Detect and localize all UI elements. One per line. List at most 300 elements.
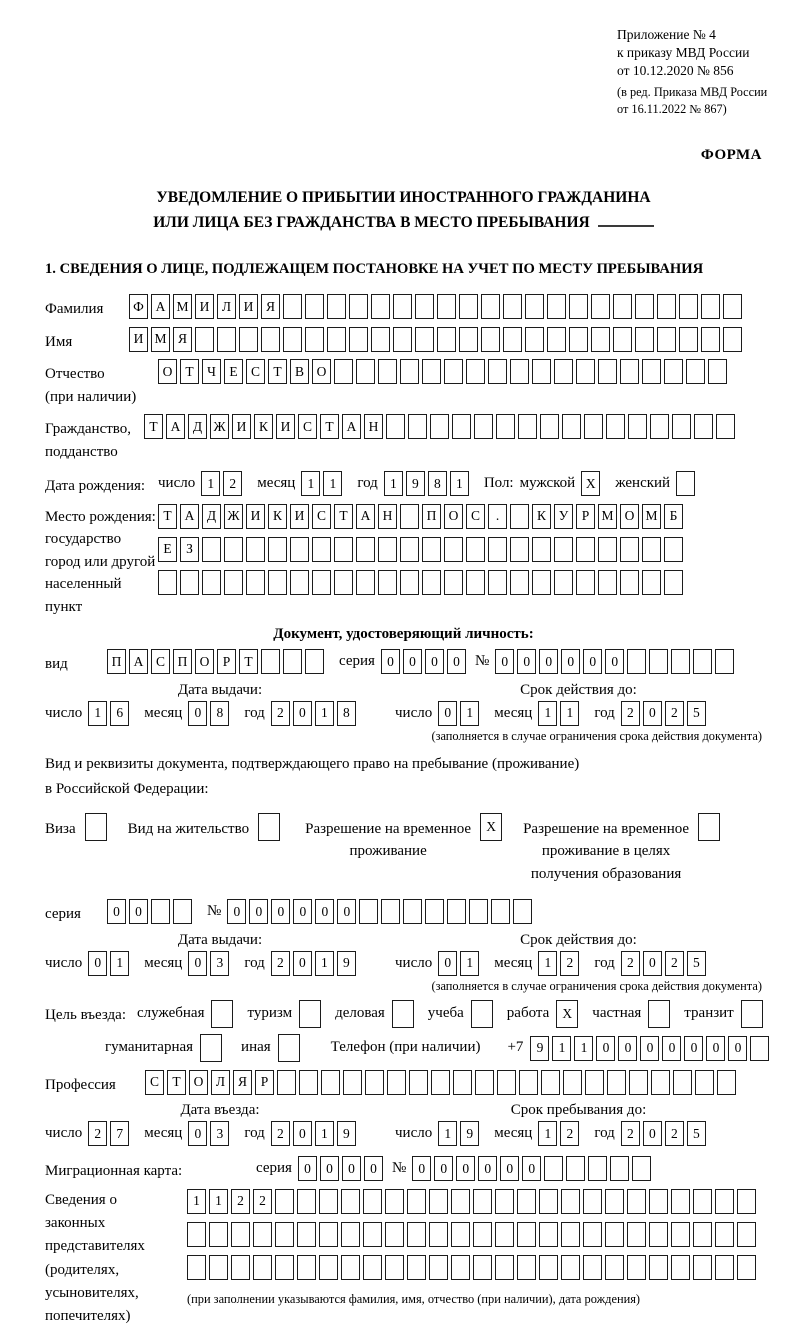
char-box[interactable] xyxy=(598,537,617,562)
char-box[interactable]: А xyxy=(342,414,361,439)
char-box[interactable]: 2 xyxy=(88,1121,107,1146)
char-box[interactable]: 2 xyxy=(665,1121,684,1146)
char-box[interactable] xyxy=(278,1034,300,1062)
char-box[interactable] xyxy=(371,327,390,352)
char-box[interactable] xyxy=(671,649,690,674)
char-box[interactable] xyxy=(606,414,625,439)
char-box[interactable] xyxy=(635,327,654,352)
char-box[interactable]: 2 xyxy=(271,951,290,976)
char-box[interactable]: А xyxy=(180,504,199,529)
char-box[interactable] xyxy=(444,537,463,562)
char-box[interactable]: Р xyxy=(255,1070,274,1095)
char-box[interactable] xyxy=(429,1255,448,1280)
char-box[interactable] xyxy=(583,1255,602,1280)
char-box[interactable]: 0 xyxy=(447,649,466,674)
char-box[interactable] xyxy=(327,294,346,319)
char-box[interactable] xyxy=(569,327,588,352)
char-box[interactable]: Т xyxy=(158,504,177,529)
char-box[interactable]: О xyxy=(312,359,331,384)
char-box[interactable]: Р xyxy=(217,649,236,674)
char-box[interactable] xyxy=(452,414,471,439)
char-box[interactable] xyxy=(422,359,441,384)
char-box[interactable] xyxy=(701,327,720,352)
char-box[interactable] xyxy=(409,1070,428,1095)
char-box[interactable]: 0 xyxy=(425,649,444,674)
char-box[interactable]: Л xyxy=(217,294,236,319)
char-box[interactable] xyxy=(651,1070,670,1095)
char-box[interactable]: 0 xyxy=(107,899,126,924)
char-box[interactable] xyxy=(547,294,566,319)
char-box[interactable]: 1 xyxy=(460,701,479,726)
char-box[interactable]: Т xyxy=(167,1070,186,1095)
char-box[interactable] xyxy=(620,537,639,562)
char-box[interactable]: 1 xyxy=(110,951,129,976)
char-box[interactable] xyxy=(576,570,595,595)
char-box[interactable] xyxy=(173,899,192,924)
char-box[interactable] xyxy=(321,1070,340,1095)
char-box[interactable]: Ж xyxy=(224,504,243,529)
char-box[interactable] xyxy=(562,414,581,439)
char-box[interactable]: 1 xyxy=(538,951,557,976)
char-box[interactable]: 2 xyxy=(253,1189,272,1214)
char-box[interactable]: Д xyxy=(202,504,221,529)
char-box[interactable]: З xyxy=(180,537,199,562)
char-box[interactable] xyxy=(349,327,368,352)
char-box[interactable] xyxy=(676,471,695,496)
char-box[interactable] xyxy=(657,327,676,352)
char-box[interactable]: А xyxy=(166,414,185,439)
char-box[interactable] xyxy=(466,359,485,384)
char-box[interactable] xyxy=(649,1255,668,1280)
char-box[interactable] xyxy=(513,899,532,924)
char-box[interactable] xyxy=(407,1189,426,1214)
char-box[interactable]: 2 xyxy=(560,951,579,976)
char-box[interactable]: Т xyxy=(334,504,353,529)
char-box[interactable]: С xyxy=(298,414,317,439)
char-box[interactable]: 0 xyxy=(412,1156,431,1181)
char-box[interactable]: М xyxy=(642,504,661,529)
char-box[interactable] xyxy=(209,1255,228,1280)
char-box[interactable] xyxy=(158,570,177,595)
char-box[interactable]: 0 xyxy=(438,951,457,976)
char-box[interactable] xyxy=(693,1222,712,1247)
char-box[interactable] xyxy=(629,1070,648,1095)
char-box[interactable] xyxy=(290,570,309,595)
char-box[interactable] xyxy=(407,1255,426,1280)
char-box[interactable]: Т xyxy=(239,649,258,674)
char-box[interactable] xyxy=(510,504,529,529)
char-box[interactable] xyxy=(299,1070,318,1095)
char-box[interactable]: И xyxy=(239,294,258,319)
char-box[interactable]: К xyxy=(254,414,273,439)
char-box[interactable] xyxy=(385,1222,404,1247)
char-box[interactable]: 0 xyxy=(643,1121,662,1146)
char-box[interactable] xyxy=(459,327,478,352)
char-box[interactable]: 0 xyxy=(561,649,580,674)
char-box[interactable]: Л xyxy=(211,1070,230,1095)
char-box[interactable] xyxy=(525,327,544,352)
char-box[interactable] xyxy=(334,570,353,595)
char-box[interactable]: 1 xyxy=(315,1121,334,1146)
char-box[interactable]: 0 xyxy=(129,899,148,924)
char-box[interactable]: 0 xyxy=(320,1156,339,1181)
char-box[interactable] xyxy=(547,327,566,352)
char-box[interactable]: Б xyxy=(664,504,683,529)
char-box[interactable] xyxy=(393,327,412,352)
char-box[interactable] xyxy=(591,294,610,319)
char-box[interactable]: П xyxy=(422,504,441,529)
char-box[interactable] xyxy=(588,1156,607,1181)
char-box[interactable] xyxy=(378,537,397,562)
char-box[interactable] xyxy=(275,1222,294,1247)
char-box[interactable] xyxy=(268,570,287,595)
char-box[interactable]: 2 xyxy=(560,1121,579,1146)
char-box[interactable]: 0 xyxy=(517,649,536,674)
char-box[interactable]: И xyxy=(232,414,251,439)
char-box[interactable] xyxy=(341,1255,360,1280)
char-box[interactable] xyxy=(716,414,735,439)
char-box[interactable] xyxy=(694,414,713,439)
char-box[interactable]: И xyxy=(246,504,265,529)
char-box[interactable] xyxy=(488,537,507,562)
char-box[interactable]: 9 xyxy=(337,1121,356,1146)
char-box[interactable]: X xyxy=(480,813,502,841)
char-box[interactable]: 1 xyxy=(574,1036,593,1061)
char-box[interactable]: 9 xyxy=(406,471,425,496)
char-box[interactable] xyxy=(737,1189,756,1214)
char-box[interactable]: С xyxy=(466,504,485,529)
char-box[interactable] xyxy=(387,1070,406,1095)
char-box[interactable] xyxy=(717,1070,736,1095)
char-box[interactable]: 0 xyxy=(643,951,662,976)
char-box[interactable]: 0 xyxy=(500,1156,519,1181)
char-box[interactable]: 8 xyxy=(210,701,229,726)
char-box[interactable]: Т xyxy=(320,414,339,439)
char-box[interactable] xyxy=(425,899,444,924)
char-box[interactable] xyxy=(365,1070,384,1095)
char-box[interactable]: 0 xyxy=(522,1156,541,1181)
char-box[interactable] xyxy=(283,327,302,352)
char-box[interactable]: К xyxy=(532,504,551,529)
char-box[interactable]: 0 xyxy=(188,951,207,976)
char-box[interactable] xyxy=(341,1189,360,1214)
char-box[interactable] xyxy=(85,813,107,841)
char-box[interactable] xyxy=(510,570,529,595)
char-box[interactable]: О xyxy=(189,1070,208,1095)
char-box[interactable]: 1 xyxy=(538,701,557,726)
char-box[interactable] xyxy=(583,1222,602,1247)
char-box[interactable]: 0 xyxy=(403,649,422,674)
char-box[interactable] xyxy=(532,537,551,562)
char-box[interactable] xyxy=(671,1255,690,1280)
char-box[interactable] xyxy=(495,1255,514,1280)
char-box[interactable] xyxy=(583,1189,602,1214)
char-box[interactable] xyxy=(517,1189,536,1214)
char-box[interactable] xyxy=(473,1255,492,1280)
char-box[interactable]: 0 xyxy=(596,1036,615,1061)
char-box[interactable] xyxy=(283,294,302,319)
char-box[interactable] xyxy=(431,1070,450,1095)
char-box[interactable] xyxy=(510,359,529,384)
char-box[interactable]: 1 xyxy=(438,1121,457,1146)
char-box[interactable] xyxy=(268,537,287,562)
char-box[interactable]: 2 xyxy=(621,951,640,976)
char-box[interactable]: Ф xyxy=(129,294,148,319)
char-box[interactable] xyxy=(672,414,691,439)
char-box[interactable] xyxy=(632,1156,651,1181)
char-box[interactable] xyxy=(297,1255,316,1280)
char-box[interactable] xyxy=(187,1255,206,1280)
char-box[interactable]: 0 xyxy=(478,1156,497,1181)
char-box[interactable] xyxy=(334,359,353,384)
char-box[interactable]: 0 xyxy=(88,951,107,976)
char-box[interactable] xyxy=(539,1189,558,1214)
char-box[interactable] xyxy=(510,537,529,562)
char-box[interactable] xyxy=(447,899,466,924)
char-box[interactable] xyxy=(356,537,375,562)
char-box[interactable] xyxy=(613,294,632,319)
char-box[interactable] xyxy=(620,570,639,595)
char-box[interactable] xyxy=(386,414,405,439)
char-box[interactable]: 0 xyxy=(640,1036,659,1061)
char-box[interactable] xyxy=(403,899,422,924)
char-box[interactable] xyxy=(392,1000,414,1028)
char-box[interactable] xyxy=(451,1189,470,1214)
char-box[interactable]: 0 xyxy=(293,701,312,726)
char-box[interactable] xyxy=(519,1070,538,1095)
char-box[interactable]: 1 xyxy=(552,1036,571,1061)
char-box[interactable] xyxy=(297,1222,316,1247)
char-box[interactable] xyxy=(253,1255,272,1280)
char-box[interactable]: Е xyxy=(158,537,177,562)
char-box[interactable]: 8 xyxy=(337,701,356,726)
char-box[interactable] xyxy=(561,1255,580,1280)
char-box[interactable] xyxy=(648,1000,670,1028)
char-box[interactable]: 0 xyxy=(188,701,207,726)
char-box[interactable] xyxy=(488,359,507,384)
char-box[interactable]: 1 xyxy=(460,951,479,976)
char-box[interactable]: М xyxy=(598,504,617,529)
char-box[interactable]: 0 xyxy=(618,1036,637,1061)
char-box[interactable]: 8 xyxy=(428,471,447,496)
char-box[interactable]: 2 xyxy=(621,701,640,726)
char-box[interactable]: 0 xyxy=(728,1036,747,1061)
char-box[interactable]: Н xyxy=(378,504,397,529)
char-box[interactable]: 6 xyxy=(110,701,129,726)
char-box[interactable]: Ж xyxy=(210,414,229,439)
char-box[interactable]: Ч xyxy=(202,359,221,384)
char-box[interactable] xyxy=(319,1222,338,1247)
char-box[interactable] xyxy=(503,294,522,319)
char-box[interactable] xyxy=(473,1189,492,1214)
char-box[interactable] xyxy=(393,294,412,319)
char-box[interactable] xyxy=(671,1189,690,1214)
char-box[interactable] xyxy=(561,1189,580,1214)
char-box[interactable] xyxy=(554,570,573,595)
char-box[interactable]: 0 xyxy=(227,899,246,924)
char-box[interactable] xyxy=(224,537,243,562)
char-box[interactable]: 1 xyxy=(384,471,403,496)
char-box[interactable] xyxy=(584,414,603,439)
char-box[interactable] xyxy=(554,359,573,384)
char-box[interactable]: 0 xyxy=(539,649,558,674)
char-box[interactable]: 0 xyxy=(434,1156,453,1181)
char-box[interactable]: 0 xyxy=(188,1121,207,1146)
char-box[interactable]: Я xyxy=(173,327,192,352)
char-box[interactable]: 0 xyxy=(315,899,334,924)
char-box[interactable] xyxy=(327,327,346,352)
char-box[interactable] xyxy=(349,294,368,319)
char-box[interactable] xyxy=(312,537,331,562)
char-box[interactable]: 1 xyxy=(450,471,469,496)
char-box[interactable] xyxy=(474,414,493,439)
char-box[interactable]: 2 xyxy=(621,1121,640,1146)
char-box[interactable] xyxy=(378,359,397,384)
char-box[interactable] xyxy=(723,294,742,319)
char-box[interactable] xyxy=(650,414,669,439)
char-box[interactable] xyxy=(591,327,610,352)
char-box[interactable] xyxy=(312,570,331,595)
char-box[interactable] xyxy=(598,359,617,384)
char-box[interactable] xyxy=(737,1222,756,1247)
char-box[interactable] xyxy=(261,327,280,352)
char-box[interactable] xyxy=(544,1156,563,1181)
char-box[interactable]: 1 xyxy=(315,951,334,976)
char-box[interactable]: Т xyxy=(144,414,163,439)
char-box[interactable] xyxy=(497,1070,516,1095)
char-box[interactable] xyxy=(258,813,280,841)
char-box[interactable] xyxy=(429,1222,448,1247)
char-box[interactable]: . xyxy=(488,504,507,529)
char-box[interactable]: И xyxy=(276,414,295,439)
char-box[interactable] xyxy=(283,649,302,674)
char-box[interactable]: О xyxy=(444,504,463,529)
char-box[interactable] xyxy=(261,649,280,674)
char-box[interactable] xyxy=(422,537,441,562)
char-box[interactable]: П xyxy=(173,649,192,674)
char-box[interactable] xyxy=(539,1255,558,1280)
char-box[interactable] xyxy=(334,537,353,562)
char-box[interactable]: А xyxy=(356,504,375,529)
char-box[interactable] xyxy=(299,1000,321,1028)
char-box[interactable] xyxy=(400,570,419,595)
char-box[interactable] xyxy=(605,1222,624,1247)
char-box[interactable] xyxy=(371,294,390,319)
char-box[interactable]: X xyxy=(581,471,600,496)
char-box[interactable] xyxy=(451,1255,470,1280)
char-box[interactable] xyxy=(305,327,324,352)
char-box[interactable] xyxy=(715,1222,734,1247)
char-box[interactable]: 0 xyxy=(364,1156,383,1181)
char-box[interactable] xyxy=(195,327,214,352)
char-box[interactable]: 1 xyxy=(201,471,220,496)
char-box[interactable] xyxy=(539,1222,558,1247)
char-box[interactable] xyxy=(610,1156,629,1181)
char-box[interactable] xyxy=(723,327,742,352)
char-box[interactable] xyxy=(607,1070,626,1095)
char-box[interactable]: 2 xyxy=(271,701,290,726)
char-box[interactable] xyxy=(444,359,463,384)
char-box[interactable] xyxy=(605,1189,624,1214)
char-box[interactable] xyxy=(715,1189,734,1214)
char-box[interactable]: К xyxy=(268,504,287,529)
char-box[interactable] xyxy=(628,414,647,439)
char-box[interactable] xyxy=(613,327,632,352)
char-box[interactable] xyxy=(202,537,221,562)
char-box[interactable]: И xyxy=(129,327,148,352)
char-box[interactable] xyxy=(290,537,309,562)
char-box[interactable]: 3 xyxy=(210,1121,229,1146)
char-box[interactable] xyxy=(627,1189,646,1214)
char-box[interactable] xyxy=(708,359,727,384)
char-box[interactable] xyxy=(561,1222,580,1247)
char-box[interactable] xyxy=(532,570,551,595)
char-box[interactable] xyxy=(693,1189,712,1214)
char-box[interactable] xyxy=(686,359,705,384)
char-box[interactable] xyxy=(363,1255,382,1280)
char-box[interactable] xyxy=(319,1189,338,1214)
char-box[interactable] xyxy=(642,570,661,595)
char-box[interactable] xyxy=(518,414,537,439)
char-box[interactable] xyxy=(569,294,588,319)
char-box[interactable] xyxy=(664,359,683,384)
char-box[interactable] xyxy=(297,1189,316,1214)
char-box[interactable] xyxy=(540,414,559,439)
char-box[interactable] xyxy=(356,570,375,595)
char-box[interactable]: Я xyxy=(261,294,280,319)
char-box[interactable] xyxy=(664,570,683,595)
char-box[interactable] xyxy=(385,1189,404,1214)
char-box[interactable] xyxy=(488,570,507,595)
char-box[interactable]: 0 xyxy=(293,1121,312,1146)
char-box[interactable] xyxy=(495,1189,514,1214)
char-box[interactable] xyxy=(341,1222,360,1247)
char-box[interactable] xyxy=(635,294,654,319)
char-box[interactable] xyxy=(642,537,661,562)
char-box[interactable] xyxy=(275,1255,294,1280)
char-box[interactable] xyxy=(459,294,478,319)
char-box[interactable] xyxy=(378,570,397,595)
char-box[interactable] xyxy=(385,1255,404,1280)
char-box[interactable] xyxy=(430,414,449,439)
char-box[interactable]: С xyxy=(312,504,331,529)
char-box[interactable] xyxy=(693,1255,712,1280)
char-box[interactable]: 0 xyxy=(643,701,662,726)
char-box[interactable]: 0 xyxy=(495,649,514,674)
char-box[interactable]: 9 xyxy=(530,1036,549,1061)
char-box[interactable] xyxy=(517,1255,536,1280)
char-box[interactable] xyxy=(471,1000,493,1028)
char-box[interactable]: И xyxy=(290,504,309,529)
char-box[interactable]: 0 xyxy=(337,899,356,924)
char-box[interactable] xyxy=(620,359,639,384)
char-box[interactable]: 7 xyxy=(110,1121,129,1146)
char-box[interactable] xyxy=(481,327,500,352)
char-box[interactable]: 1 xyxy=(88,701,107,726)
char-box[interactable] xyxy=(422,570,441,595)
char-box[interactable] xyxy=(451,1222,470,1247)
char-box[interactable] xyxy=(466,537,485,562)
char-box[interactable]: 5 xyxy=(687,1121,706,1146)
char-box[interactable] xyxy=(566,1156,585,1181)
char-box[interactable]: М xyxy=(173,294,192,319)
char-box[interactable]: 0 xyxy=(684,1036,703,1061)
char-box[interactable] xyxy=(400,504,419,529)
char-box[interactable]: X xyxy=(556,1000,578,1028)
char-box[interactable] xyxy=(408,414,427,439)
char-box[interactable] xyxy=(363,1222,382,1247)
char-box[interactable] xyxy=(495,1222,514,1247)
